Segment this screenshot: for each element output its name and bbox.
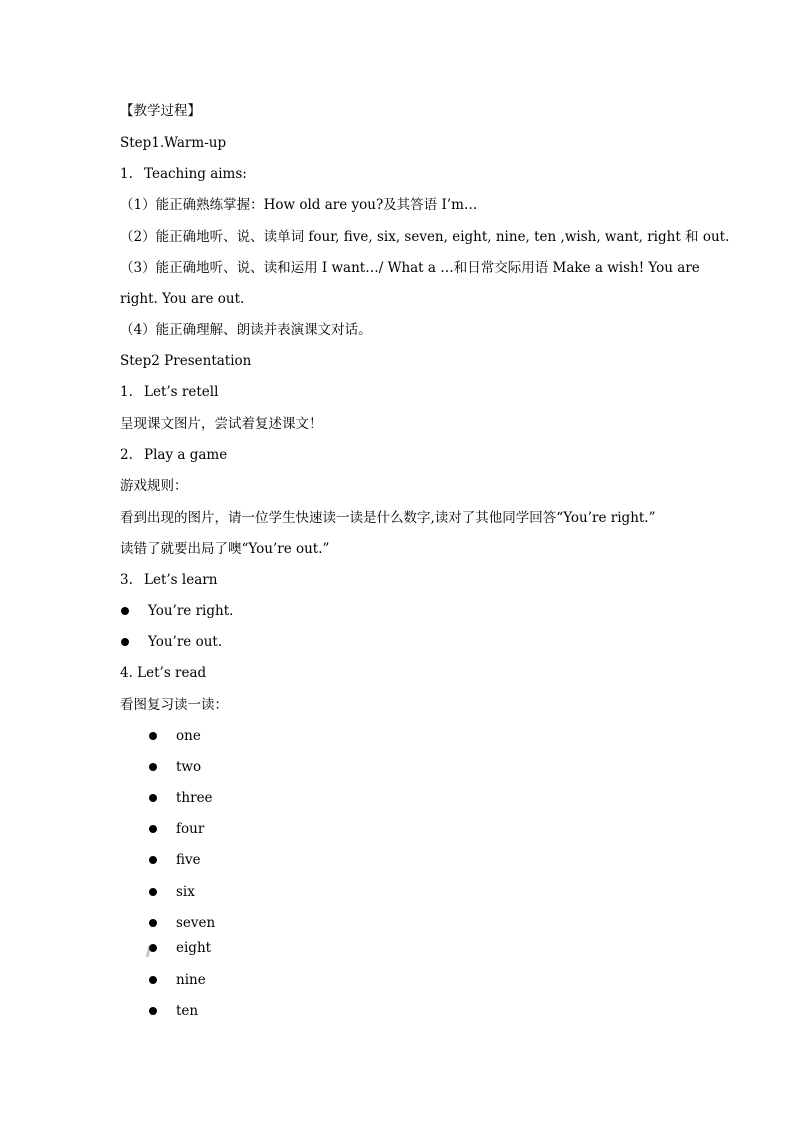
bullet-dot-icon	[149, 888, 157, 896]
number-word: one	[176, 728, 201, 744]
step2-item-4: 4. Let’s read	[120, 665, 207, 681]
aim-1: （1）能正确熟练掌握：How old are you?及其答语 I’m…	[120, 197, 478, 213]
step1-title: Step1.Warm-up	[120, 135, 227, 151]
retell-text: 呈现课文图片，尝试着复述课文！	[120, 416, 323, 432]
item-text: Teaching aims:	[144, 166, 247, 182]
aim-3: （3）能正确地听、说、读和运用 I want…/ What a …和日常交际用语 Make a wish! You are	[120, 260, 700, 276]
number-word: three	[176, 790, 213, 806]
number-word: five	[176, 852, 201, 868]
aim-2: （2）能正确地听、说、读单词 four, five, six, seven, eight, nine, ten ,wish, want, right 和 out.	[120, 229, 730, 245]
item-text: Let’s retell	[144, 384, 219, 400]
section-heading: 【教学过程】	[120, 103, 201, 119]
read-label: 看图复习读一读：	[120, 697, 228, 713]
step2-title: Step2 Presentation	[120, 353, 252, 369]
number-word: six	[176, 884, 195, 900]
number-word: two	[176, 759, 202, 775]
number-word: nine	[176, 972, 206, 988]
learn-bullet: You’re right.	[148, 603, 234, 619]
number-word: seven	[176, 915, 216, 931]
step2-item-3	[120, 571, 217, 589]
number-word: four	[176, 821, 205, 837]
aim-3-continued: right. You are out.	[120, 291, 245, 307]
bullet-dot-icon	[149, 794, 157, 802]
number-word: eight	[176, 940, 212, 956]
item-number: 1.	[120, 384, 133, 400]
step2-item-1	[120, 383, 218, 401]
bullet-dot-icon	[149, 763, 157, 771]
rules-label: 游戏规则：	[120, 478, 188, 494]
rules-line-2: 读错了就要出局了噢“You’re out.”	[120, 541, 330, 557]
step2-item-2	[120, 446, 227, 464]
item-number: 2.	[120, 447, 133, 463]
item-number: 1.	[120, 166, 133, 182]
bullet-dot-icon	[121, 638, 129, 646]
item-text: Play a game	[144, 447, 228, 463]
bullet-dot-icon	[121, 607, 129, 615]
bullet-dot-icon	[149, 732, 157, 740]
step1-item-1	[120, 165, 247, 183]
bullet-dot-icon	[149, 976, 157, 984]
learn-bullet: You’re out.	[148, 634, 223, 650]
bullet-dot-icon	[149, 919, 157, 927]
item-number: 3.	[120, 572, 133, 588]
bullet-dot-icon	[149, 825, 157, 833]
aim-4: （4）能正确理解、朗读并表演课文对话。	[120, 322, 372, 338]
item-text: Let’s learn	[144, 572, 218, 588]
bullet-dot-icon	[149, 944, 157, 952]
bullet-dot-icon	[149, 856, 157, 864]
rules-line-1: 看到出现的图片，请一位学生快速读一读是什么数字,读对了其他同学回答“You’re right.”	[120, 510, 656, 526]
bullet-dot-icon	[149, 1007, 157, 1015]
number-word: ten	[176, 1003, 199, 1019]
